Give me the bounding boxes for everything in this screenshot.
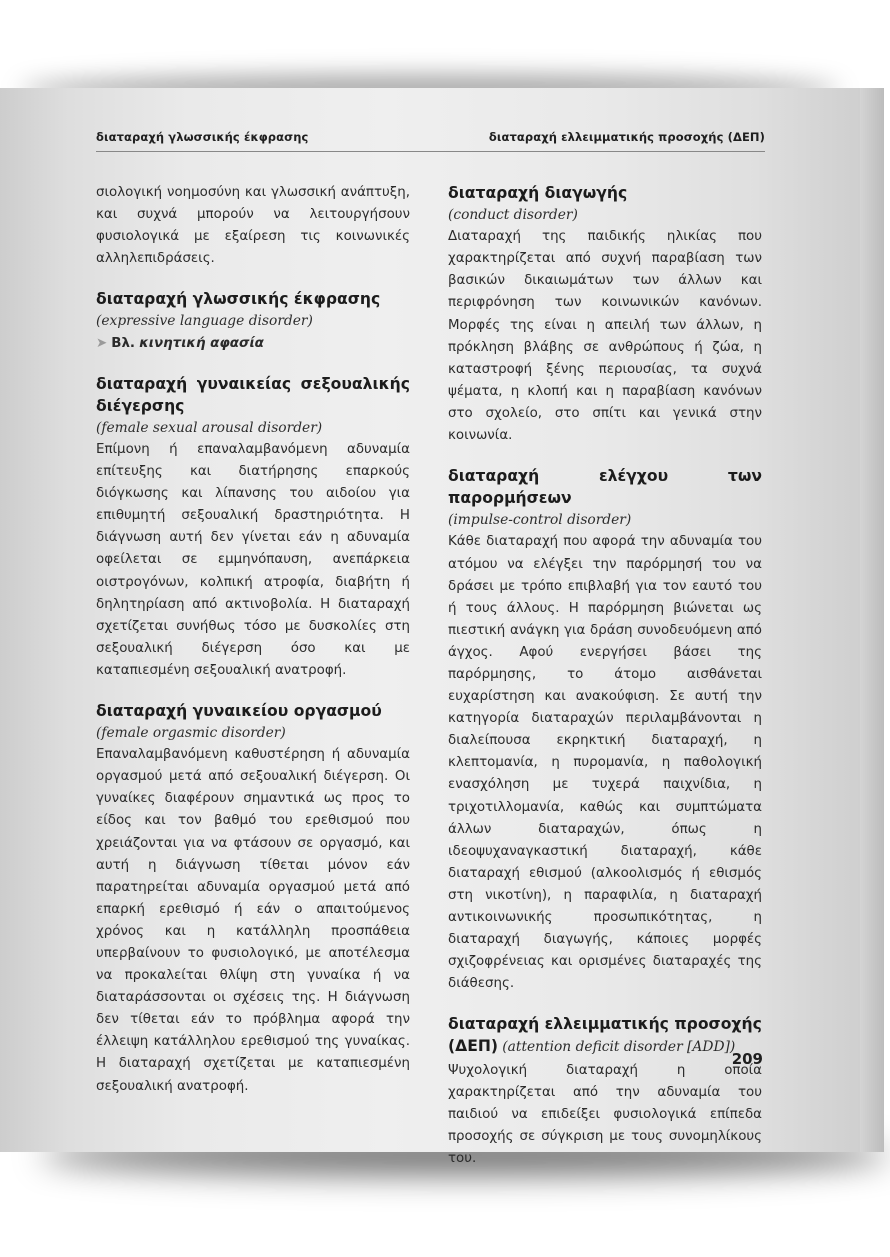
- entry-term: διαταραχή ελέγχου των παρορμήσεων: [448, 467, 762, 508]
- entry-term: διαταραχή διαγωγής: [448, 184, 628, 202]
- dictionary-entry: [448, 465, 762, 995]
- running-head-right: διαταραχή ελλειμματικής προσοχής (ΔΕΠ): [488, 130, 765, 144]
- entry-english: (female sexual arousal disorder): [96, 419, 323, 436]
- dictionary-entry: [448, 182, 762, 447]
- entry-english: (conduct disorder): [448, 207, 578, 224]
- dictionary-entry: [448, 1013, 762, 1170]
- entry-english: (expressive language disorder): [96, 313, 313, 330]
- entry-definition: Επαναλαμβανόμενη καθυστέρηση ή αδυναμία οργασμού μετά από σεξουαλική διέγερση. Οι γυναίκες διαφέρουν σημαντικά ως προς το είδος και τον βαθμό του ερεθισμού που χρειάζονται για να φτάσουν σε οργασμό, και αυτή η διάγνωση τίθεται μόνον εάν παρατηρείται αδυναμία οργασμού μετά από επαρκή ερεθισμό ή εάν ο απαιτούμενος χρόνος και η κατάλληλη προσπάθεια υπερβαίνουν το φυσιολογικό, με αποτέλεσμα να προκαλείται θλίψη στη γυναίκα ή να διαταράσσονται οι σχέσεις της. Η διάγνωση δεν τίθεται εάν το πρόβλημα αφορά την έλλειψη κατάλληλου ερεθισμού της γυναίκας. Η διαταραχή σχετίζεται με καταπιεσμένη σεξουαλική ανατροφή.: [96, 747, 410, 1094]
- running-head-left: διαταραχή γλωσσικής έκφρασης: [96, 130, 309, 144]
- see-also-prefix: Βλ.: [111, 335, 136, 351]
- entry-term: διαταραχή γυναικείας σεξουαλικής διέγερσης: [96, 374, 410, 415]
- dictionary-entry: [96, 700, 410, 1098]
- see-also: [96, 333, 410, 355]
- entry-term: διαταραχή ελλειμματικής προσοχής: [448, 1015, 762, 1034]
- right-column: [448, 182, 762, 1188]
- entry-definition: Ψυχολογική διαταραχή η οποία χαρακτηρίζεται από την αδυναμία του παιδιού να επιδείξει φυσιολογικά επίπεδα προσοχής σε σύγκριση με τους συνομηλίκους του.: [448, 1062, 762, 1166]
- left-column: [96, 182, 410, 1116]
- entry-definition: Κάθε διαταραχή που αφορά την αδυναμία του ατόμου να ελέγξει την παρόρμησή του να δράσει με τρόπο επιβλαβή για τον εαυτό του ή τους άλλους. Η παρόρμηση βιώνεται ως πιεστική ανάγκη για δράση συνοδευόμενη από άγχος. Αφού ενεργήσει βάσει της παρόρμησης, το άτομο αισθάνεται ευχαρίστηση και ανακούφιση. Σε αυτή την κατηγορία διαταραχών περιλαμβάνονται η διαλείπουσα εκρηκτική διαταραχή, η κλεπτομανία, η πυρομανία, η παθολογική ενασχόληση με τυχερά παιχνίδια, η τριχοτιλλομανία, καθώς και συμπτώματα άλλων διαταραχών, όπως η ιδεοψυχαναγκαστική διαταραχή, κάθε διαταραχή εθισμού (αλκοολισμός ή εθισμός στη νικοτίνη), η παραφιλία, η διαταραχή αντικοινωνικής προσωπικότητας, η διαταραχή διαγωγής, κάποιες μορφές σχιζοφρένειας και ορισμένες διαταραχές της διάθεσης.: [448, 534, 762, 992]
- entry-term: διαταραχή γυναικείου οργασμού: [96, 701, 382, 720]
- entry-definition: Διαταραχή της παιδικής ηλικίας που χαρακτηρίζεται από συχνή παραβίαση των βασικών δικαιωμάτων των άλλων και περιφρόνηση των κοινωνικών κανόνων. Μορφές της είναι η απειλή των άλλων, η πρόκληση βλάβης σε ανθρώπους ή ζώα, η καταστροφή ξένης περιουσίας, τα συχνά ψέματα, η κλοπή και η παραβίαση κανόνων στο σχολείο, στο σπίτι και γενικά στην κοινωνία.: [448, 229, 762, 444]
- book-page: [0, 88, 860, 1166]
- see-also-link[interactable]: κινητική αφασία: [139, 335, 264, 351]
- header-rule: [96, 151, 765, 152]
- entry-english: (female orgasmic disorder): [96, 725, 286, 742]
- entry-english: (attention deficit disorder [ADD]): [502, 1039, 736, 1056]
- entry-term: διαταραχή γλωσσικής έκφρασης: [96, 290, 381, 309]
- entry-term-line: [448, 1035, 762, 1059]
- page-number: 209: [731, 1050, 763, 1068]
- dictionary-entry: [96, 288, 410, 354]
- entry-definition: Επίμονη ή επαναλαμβανόμενη αδυναμία επίτευξης και διατήρησης επαρκούς διόγκωσης και λίπανσης του αιδοίου για επιθυμητή σεξουαλική δραστηριότητα. Η διάγνωση αυτή δεν γίνεται εάν η αδυναμία οφείλεται σε εμμηνόπαυση, ανεπάρκεια οιστρογόνων, κολπική ατροφία, διαβήτη ή δηλητηρίαση από ακτινοβολία. Η διαταραχή σχετίζεται συνήθως τόσο με δυσκολίες στη σεξουαλική διέγερση όσο και με καταπιεσμένη σεξουαλική ανατροφή.: [96, 441, 410, 678]
- continuation-entry: [96, 182, 410, 270]
- see-also-arrow-icon: ➤: [96, 335, 108, 351]
- page-edge: [856, 88, 884, 1152]
- continuation-text: σιολογική νοημοσύνη και γλωσσική ανάπτυξη, και συχνά μπορούν να λειτουργήσουν φυσιολογικά με εξαίρεση τις κοινωνικές αλληλεπιδράσεις.: [96, 185, 410, 267]
- dictionary-entry: [96, 373, 410, 682]
- entry-english: (impulse-control disorder): [448, 512, 632, 529]
- entry-term-suffix: (ΔΕΠ): [448, 1037, 499, 1056]
